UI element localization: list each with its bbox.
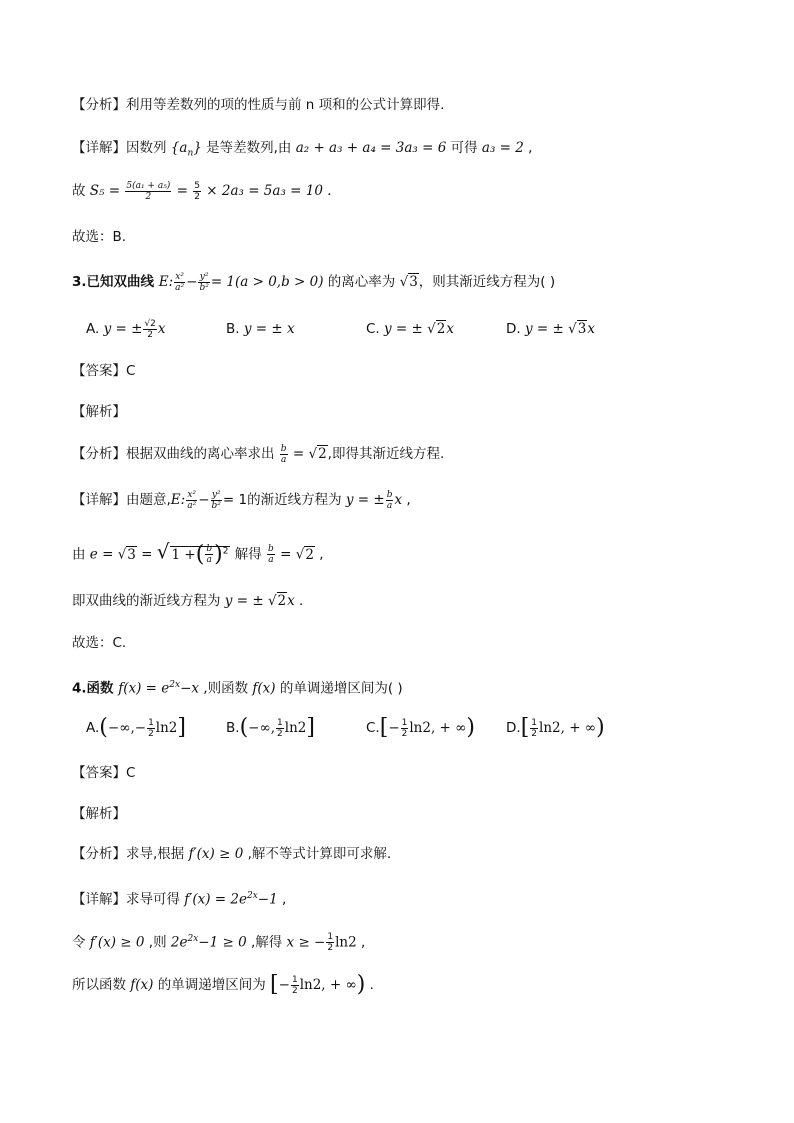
q2-eq-tail1: = (176, 183, 188, 199)
q4-option-c: C.[− $\frac{1}{2}$ ln2, + ∞) (366, 715, 475, 740)
q3-option-d: D. y = ± √3x (506, 321, 595, 337)
q3-detail-line3: 即双曲线的渐近线方程为 y = ± √2x . (72, 593, 304, 609)
q3-analysis: 【分析】根据双曲线的离心率求出 $\frac{b}{a}$ = √2,即得其渐近线方程. (72, 443, 445, 465)
q3-stem-cond: = 1(a > 0,b > 0) (210, 274, 324, 290)
q2-analysis: 【分析】利用等差数列的项的性质与前 n 项和的公式计算即得. (72, 97, 445, 113)
q4-answer: 【答案】C (72, 765, 136, 781)
q4-option-d: D.[ $\frac{1}{2}$ ln2, + ∞) (506, 715, 605, 740)
q2-detail-mid: 是等差数列,由 (201, 140, 296, 156)
q2-detail-res: a₃ = 2 (481, 140, 524, 156)
q4-detail-line2: 令 f′(x) ≥ 0 ,则 $2e^{2x}-1 \ge 0$ ,解得 x ≥ − $\frac{1}{2}$ ln2 , (72, 932, 366, 953)
q3-detail-line2: 由 e = √3 = √ 1 +( $\frac{b}{a}$ )$^2$ 解得 $\frac{b}{a}$ = √2 , (72, 539, 324, 567)
q2-s5: S₅ = (89, 183, 121, 199)
q2-detail-eq: a₂ + a₃ + a₄ = 3a₃ = 6 (295, 140, 447, 156)
q4-stem-prefix: 4.函数 (72, 680, 119, 697)
q2-frac: $\frac{\text{5(a₁ + a₅)}}{2}$ (126, 180, 171, 202)
q3-analysis-suffix: ,即得其渐近线方程. (327, 446, 445, 462)
q3-stem: 3.已知双曲线 E: $\frac{\text{x²}}{\text{a²}}$ − $\frac{\text{y²}}{\text{b²}}$ = 1(a > 0,b > 0) 的离心率为 √3，则其渐近线方程为( ) (72, 271, 556, 293)
q2-detail-prefix: 【详解】因数列 (72, 140, 171, 156)
q2-choice: 故选：B. (72, 229, 127, 245)
q2-therefore (72, 180, 332, 202)
q3-stem-suffix: ，则其渐近线方程为( ) (418, 274, 556, 290)
q2-frac2: $\frac{5}{2}$ (194, 180, 200, 202)
q3-detail: 【详解】由题意,E: $\frac{\text{x²}}{\text{a²}}$ − $\frac{\text{y²}}{\text{b²}}$ = 1的渐近线方程为 y = ± $\frac{b}{a}$ x , (72, 489, 411, 511)
q2-detail: 【详解】因数列 $\{a_n\}$ 是等差数列,由 a₂ + a₃ + a₄ = 3a₃ = 6 可得 a₃ = 2 , (72, 140, 533, 159)
q3-frac-x: $\frac{\text{x²}}{\text{a²}}$ (175, 271, 185, 293)
q4-detail-line3: 所以函数 f(x) 的单调递增区间为 [− $\frac{1}{2}$ ln2, + ∞) . (72, 972, 374, 997)
q4-option-b: B.(−∞, $\frac{1}{2}$ ln2] (226, 715, 315, 740)
q4-stem: 4.函数 $f(x) = e^{2x}-x$ ,则函数 f(x) 的单调递增区间为( ) (72, 680, 403, 697)
q3-frac-y: $\frac{\text{y²}}{\text{b²}}$ (199, 271, 209, 293)
q3-stem-sqrt: √3 (399, 274, 418, 290)
q3-choice: 故选：C. (72, 635, 127, 651)
q2-detail-mid2: 可得 (446, 140, 482, 156)
q3-option-b: B. y = ± x (226, 321, 295, 337)
q3-jiexi: 【解析】 (72, 404, 126, 420)
q4-stem-f: f(x) = e (118, 680, 170, 697)
q3-detail-mid: = 1的渐近线方程为 (222, 492, 346, 508)
q3-stem-mid: 的离心率为 (323, 274, 400, 290)
q3-option-c: C. y = ± √2x (366, 321, 454, 337)
q2-therefore-prefix: 故 (72, 183, 90, 199)
q3-answer: 【答案】C (72, 363, 136, 379)
q3-detail-eq: y = ± (345, 492, 385, 508)
q3-analysis-prefix: 【分析】根据双曲线的离心率求出 (72, 446, 279, 462)
q4-jiexi: 【解析】 (72, 806, 126, 822)
q4-analysis: 【分析】求导,根据 f′(x) ≥ 0 ,解不等式计算即可求解. (72, 846, 392, 862)
q3-stem-prefix: 3.已知双曲线 (72, 274, 159, 290)
q3-detail-prefix: 【详解】由题意, (72, 492, 171, 508)
q2-seq: $\{a_n\}$ (170, 140, 202, 159)
q3-option-a: A. y = ± $\frac{√2}{2}$ x (86, 318, 166, 340)
q3-curve-name: E: (158, 274, 174, 290)
q4-option-a: A.(−∞,− $\frac{1}{2}$ ln2] (86, 715, 186, 740)
q4-detail: 【详解】求导可得 $f'(x) = 2e^{2x}-1$ , (72, 891, 287, 908)
q2-eq-tail2: × 2a₃ = 5a₃ = 10 . (206, 183, 332, 199)
